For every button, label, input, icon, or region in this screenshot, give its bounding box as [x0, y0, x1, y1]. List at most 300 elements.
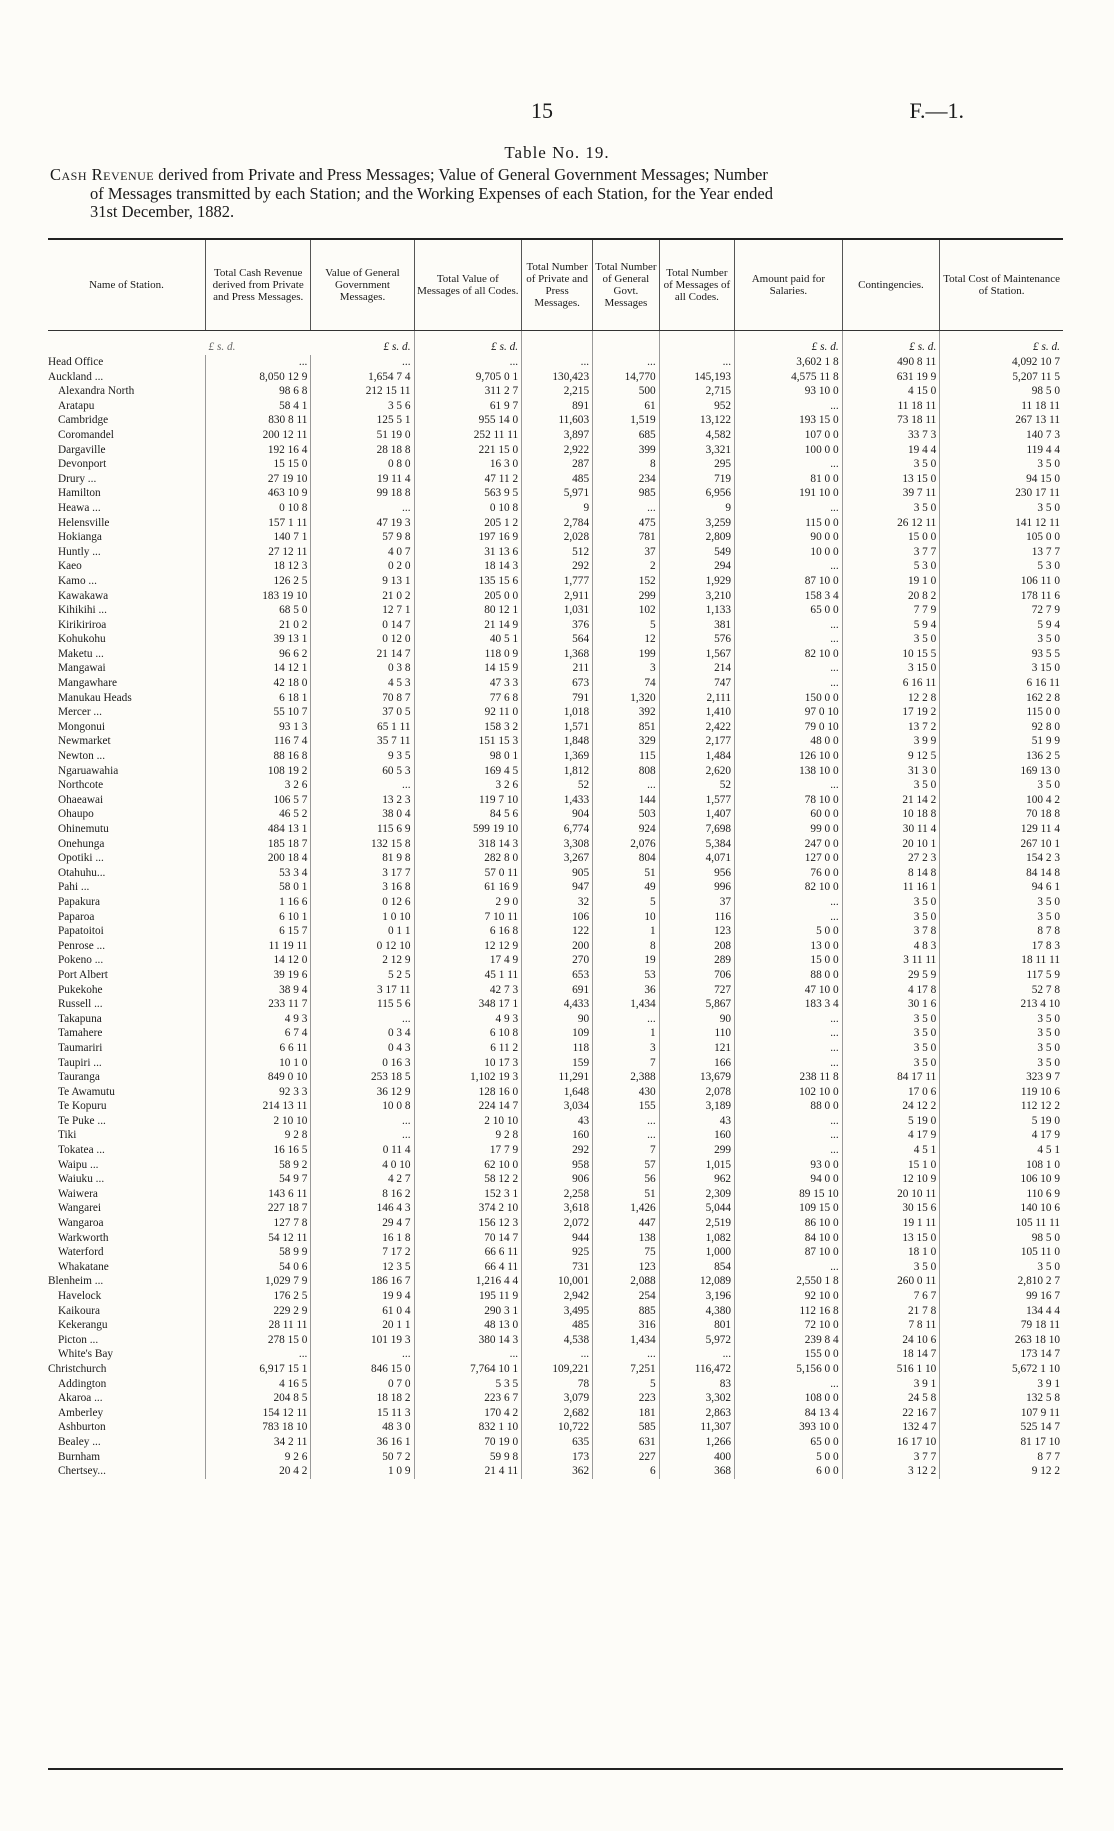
- govt-value-cell: 0 11 4: [311, 1143, 414, 1158]
- salaries-cell: ...: [735, 399, 843, 414]
- total-cost-cell: 81 17 10: [940, 1435, 1063, 1450]
- private-count-cell: 211: [522, 661, 593, 676]
- contingencies-cell: 19 4 4: [842, 443, 940, 458]
- station-name: Dargaville: [58, 443, 106, 456]
- total-value-cell: 80 12 1: [414, 603, 522, 618]
- salaries-cell: 247 0 0: [735, 837, 843, 852]
- govt-count-cell: 138: [593, 1231, 660, 1246]
- private-count-cell: 1,018: [522, 705, 593, 720]
- table-row: [48, 837, 1063, 852]
- contingencies-cell: 3 5 0: [842, 1026, 940, 1041]
- cash-revenue-cell: 183 19 10: [206, 589, 311, 604]
- govt-value-cell: 20 1 1: [311, 1318, 414, 1333]
- contingencies-cell: 29 5 9: [842, 968, 940, 983]
- total-value-cell: 563 9 5: [414, 486, 522, 501]
- salaries-cell: ...: [735, 1114, 843, 1129]
- govt-value-cell: 212 15 11: [311, 384, 414, 399]
- leader-dots: [190, 1231, 206, 1246]
- total-value-cell: 2 9 0: [414, 895, 522, 910]
- table-row: [48, 428, 1063, 443]
- govt-count-cell: 254: [593, 1289, 660, 1304]
- station-name: Kaeo: [58, 560, 82, 573]
- salaries-cell: 107 0 0: [735, 428, 843, 443]
- salaries-cell: 4,575 11 8: [735, 370, 843, 385]
- total-cost-cell: 5,672 1 10: [940, 1362, 1063, 1377]
- salaries-cell: 65 0 0: [735, 1435, 843, 1450]
- govt-count-cell: 503: [593, 807, 660, 822]
- table-row: [48, 370, 1063, 385]
- cash-revenue-cell: 6 18 1: [206, 691, 311, 706]
- leader-dots: [190, 1420, 206, 1435]
- table-row: [48, 632, 1063, 647]
- govt-value-cell: ...: [311, 1128, 414, 1143]
- all-count-cell: 123: [659, 924, 734, 939]
- total-cost-cell: 17 8 3: [940, 939, 1063, 954]
- cash-revenue-cell: 126 2 5: [206, 574, 311, 589]
- govt-count-cell: 49: [593, 880, 660, 895]
- salaries-cell: 238 11 8: [735, 1070, 843, 1085]
- all-count-cell: 3,189: [659, 1099, 734, 1114]
- private-count-cell: 904: [522, 807, 593, 822]
- govt-count-cell: 8: [593, 457, 660, 472]
- total-cost-cell: 98 5 0: [940, 384, 1063, 399]
- cash-revenue-cell: 2 10 10: [206, 1114, 311, 1129]
- govt-value-cell: 21 14 7: [311, 647, 414, 662]
- table-row: [48, 1158, 1063, 1173]
- cash-revenue-cell: 9 2 8: [206, 1128, 311, 1143]
- salaries-cell: 193 15 0: [735, 413, 843, 428]
- private-count-cell: 2,942: [522, 1289, 593, 1304]
- private-count-cell: 1,031: [522, 603, 593, 618]
- cash-revenue-cell: 28 11 11: [206, 1318, 311, 1333]
- govt-count-cell: 808: [593, 764, 660, 779]
- contingencies-cell: 4 15 0: [842, 384, 940, 399]
- all-count-cell: 2,715: [659, 384, 734, 399]
- contingencies-cell: 132 4 7: [842, 1420, 940, 1435]
- salaries-cell: ...: [735, 1056, 843, 1071]
- private-count-cell: 109: [522, 1026, 593, 1041]
- leader-dots: [190, 516, 206, 531]
- leader-dots: [190, 545, 206, 560]
- govt-count-cell: 299: [593, 589, 660, 604]
- leader-dots: [190, 691, 206, 706]
- total-value-cell: 118 0 9: [414, 647, 522, 662]
- station-name: Picton ...: [58, 1333, 99, 1346]
- total-value-cell: 45 1 11: [414, 968, 522, 983]
- govt-value-cell: 0 12 10: [311, 939, 414, 954]
- govt-count-cell: 144: [593, 793, 660, 808]
- govt-count-cell: 885: [593, 1304, 660, 1319]
- cash-revenue-cell: 54 0 6: [206, 1260, 311, 1275]
- table-row: [48, 1260, 1063, 1275]
- cash-revenue-cell: 185 18 7: [206, 837, 311, 852]
- cash-revenue-cell: 192 16 4: [206, 443, 311, 458]
- govt-count-cell: 585: [593, 1420, 660, 1435]
- salaries-cell: ...: [735, 1128, 843, 1143]
- cash-revenue-cell: 14 12 1: [206, 661, 311, 676]
- all-count-cell: 1,407: [659, 807, 734, 822]
- station-name: Wangaroa: [58, 1217, 104, 1230]
- leader-dots: [190, 355, 206, 370]
- all-count-cell: 116,472: [659, 1362, 734, 1377]
- col-contingencies: Contingencies.: [842, 239, 940, 331]
- leader-dots: [190, 1245, 206, 1260]
- contingencies-cell: 31 3 0: [842, 764, 940, 779]
- leader-dots: [190, 968, 206, 983]
- station-name: Waipu ...: [58, 1158, 99, 1171]
- caption-line1: derived from Private and Press Messages; Value of General Government Messages; Number: [154, 165, 768, 184]
- contingencies-cell: 3 5 0: [842, 1056, 940, 1071]
- table-row: [48, 1289, 1063, 1304]
- contingencies-cell: 3 9 1: [842, 1377, 940, 1392]
- cash-revenue-cell: 54 12 11: [206, 1231, 311, 1246]
- leader-dots: [190, 1377, 206, 1392]
- private-count-cell: 791: [522, 691, 593, 706]
- salaries-cell: 5 0 0: [735, 924, 843, 939]
- total-cost-cell: 105 11 0: [940, 1245, 1063, 1260]
- total-value-cell: ...: [414, 355, 522, 370]
- station-name: Kamo ...: [58, 574, 97, 587]
- govt-count-cell: 5: [593, 618, 660, 633]
- total-cost-cell: 105 11 11: [940, 1216, 1063, 1231]
- total-cost-cell: 140 7 3: [940, 428, 1063, 443]
- total-cost-cell: 3 5 0: [940, 457, 1063, 472]
- leader-dots: [190, 1143, 206, 1158]
- govt-count-cell: ...: [593, 778, 660, 793]
- contingencies-cell: 5 19 0: [842, 1114, 940, 1129]
- all-count-cell: 7,698: [659, 822, 734, 837]
- table-row: [48, 676, 1063, 691]
- private-count-cell: 10,001: [522, 1274, 593, 1289]
- cash-revenue-cell: 34 2 11: [206, 1435, 311, 1450]
- leader-dots: [190, 822, 206, 837]
- leader-dots: [190, 778, 206, 793]
- govt-value-cell: 3 17 7: [311, 866, 414, 881]
- salaries-cell: ...: [735, 501, 843, 516]
- station-name: Kekerangu: [58, 1319, 108, 1332]
- total-value-cell: 380 14 3: [414, 1333, 522, 1348]
- contingencies-cell: 12 10 9: [842, 1172, 940, 1187]
- salaries-cell: ...: [735, 618, 843, 633]
- govt-value-cell: 0 3 8: [311, 661, 414, 676]
- table-row: [48, 778, 1063, 793]
- table-row: [48, 1318, 1063, 1333]
- table-row: [48, 968, 1063, 983]
- salaries-cell: 13 0 0: [735, 939, 843, 954]
- salaries-cell: ...: [735, 1260, 843, 1275]
- salaries-cell: 48 0 0: [735, 734, 843, 749]
- leader-dots: [190, 428, 206, 443]
- contingencies-cell: 20 10 1: [842, 837, 940, 852]
- salaries-cell: 150 0 0: [735, 691, 843, 706]
- contingencies-cell: 26 12 11: [842, 516, 940, 531]
- cash-revenue-cell: 4 9 3: [206, 1012, 311, 1027]
- station-name: Warkworth: [58, 1231, 109, 1244]
- salaries-cell: 93 10 0: [735, 384, 843, 399]
- all-count-cell: 1,484: [659, 749, 734, 764]
- total-cost-cell: 5 3 0: [940, 559, 1063, 574]
- leader-dots: [190, 486, 206, 501]
- govt-value-cell: 19 9 4: [311, 1289, 414, 1304]
- all-count-cell: 43: [659, 1114, 734, 1129]
- station-name: Newton ...: [58, 750, 106, 763]
- govt-count-cell: 804: [593, 851, 660, 866]
- cash-revenue-cell: 830 8 11: [206, 413, 311, 428]
- private-count-cell: 362: [522, 1464, 593, 1479]
- salaries-cell: 102 10 0: [735, 1085, 843, 1100]
- private-count-cell: 3,618: [522, 1201, 593, 1216]
- table-row: [48, 647, 1063, 662]
- all-count-cell: 145,193: [659, 370, 734, 385]
- total-value-cell: 70 14 7: [414, 1231, 522, 1246]
- cash-revenue-cell: 58 9 2: [206, 1158, 311, 1173]
- total-cost-cell: 3 9 1: [940, 1377, 1063, 1392]
- table-header: [48, 239, 1063, 331]
- leader-dots: [190, 1114, 206, 1129]
- private-count-cell: 10,722: [522, 1420, 593, 1435]
- total-value-cell: 374 2 10: [414, 1201, 522, 1216]
- govt-count-cell: 851: [593, 720, 660, 735]
- private-count-cell: 3,495: [522, 1304, 593, 1319]
- contingencies-cell: 4 17 8: [842, 983, 940, 998]
- salaries-cell: ...: [735, 778, 843, 793]
- units-cell: [522, 331, 593, 356]
- cash-revenue-cell: 484 13 1: [206, 822, 311, 837]
- leader-dots: [190, 895, 206, 910]
- units-cell: £ s. d.: [208, 341, 236, 354]
- salaries-cell: 88 0 0: [735, 968, 843, 983]
- govt-count-cell: 447: [593, 1216, 660, 1231]
- table-row: [48, 443, 1063, 458]
- salaries-cell: ...: [735, 632, 843, 647]
- cash-revenue-cell: 6 6 11: [206, 1041, 311, 1056]
- table-title: Table No. 19.: [504, 143, 610, 162]
- all-count-cell: 576: [659, 632, 734, 647]
- cash-revenue-cell: 9 2 6: [206, 1450, 311, 1465]
- salaries-cell: 115 0 0: [735, 516, 843, 531]
- leader-dots: [190, 1099, 206, 1114]
- leader-dots: [190, 749, 206, 764]
- station-name: Mangawhare: [58, 677, 117, 690]
- total-cost-cell: 112 12 2: [940, 1099, 1063, 1114]
- col-total-cost: Total Cost of Maintenance of Station.: [940, 239, 1063, 331]
- private-count-cell: 3,897: [522, 428, 593, 443]
- govt-value-cell: 4 0 10: [311, 1158, 414, 1173]
- private-count-cell: 3,267: [522, 851, 593, 866]
- station-name: Akaroa ...: [58, 1392, 103, 1405]
- total-cost-cell: 52 7 8: [940, 983, 1063, 998]
- table-row: [48, 1143, 1063, 1158]
- station-name: Tauranga: [58, 1071, 100, 1084]
- all-count-cell: 368: [659, 1464, 734, 1479]
- all-count-cell: 4,380: [659, 1304, 734, 1319]
- cash-revenue-cell: 849 0 10: [206, 1070, 311, 1085]
- govt-count-cell: 8: [593, 939, 660, 954]
- cash-revenue-cell: 227 18 7: [206, 1201, 311, 1216]
- salaries-cell: 78 10 0: [735, 793, 843, 808]
- total-cost-cell: 94 6 1: [940, 880, 1063, 895]
- table-row: [48, 501, 1063, 516]
- total-value-cell: 48 13 0: [414, 1318, 522, 1333]
- salaries-cell: 100 0 0: [735, 443, 843, 458]
- cash-revenue-cell: 11 19 11: [206, 939, 311, 954]
- table-row: [48, 1406, 1063, 1421]
- station-name: Burnham: [58, 1450, 101, 1463]
- salaries-cell: 84 10 0: [735, 1231, 843, 1246]
- contingencies-cell: 490 8 11: [842, 355, 940, 370]
- total-cost-cell: 108 1 0: [940, 1158, 1063, 1173]
- govt-count-cell: 51: [593, 866, 660, 881]
- cash-revenue-cell: 6 7 4: [206, 1026, 311, 1041]
- station-table: [48, 238, 1063, 1479]
- salaries-cell: 65 0 0: [735, 603, 843, 618]
- contingencies-cell: 16 17 10: [842, 1435, 940, 1450]
- govt-value-cell: 146 4 3: [311, 1201, 414, 1216]
- all-count-cell: 727: [659, 983, 734, 998]
- contingencies-cell: 4 5 1: [842, 1143, 940, 1158]
- cash-revenue-cell: 46 5 2: [206, 807, 311, 822]
- contingencies-cell: 11 16 1: [842, 880, 940, 895]
- cash-revenue-cell: 21 0 2: [206, 618, 311, 633]
- private-count-cell: 4,433: [522, 997, 593, 1012]
- govt-count-cell: 2,388: [593, 1070, 660, 1085]
- contingencies-cell: 18 14 7: [842, 1347, 940, 1362]
- salaries-cell: ...: [735, 1012, 843, 1027]
- salaries-cell: 127 0 0: [735, 851, 843, 866]
- all-count-cell: 2,422: [659, 720, 734, 735]
- total-cost-cell: 525 14 7: [940, 1420, 1063, 1435]
- cash-revenue-cell: 140 7 1: [206, 530, 311, 545]
- total-cost-cell: 136 2 5: [940, 749, 1063, 764]
- station-name: Ashburton: [58, 1421, 106, 1434]
- salaries-cell: 109 15 0: [735, 1201, 843, 1216]
- total-value-cell: 40 5 1: [414, 632, 522, 647]
- private-count-cell: 2,072: [522, 1216, 593, 1231]
- total-cost-cell: 94 15 0: [940, 472, 1063, 487]
- private-count-cell: 173: [522, 1450, 593, 1465]
- leader-dots: [190, 1391, 206, 1406]
- private-count-cell: 1,368: [522, 647, 593, 662]
- leader-dots: [190, 603, 206, 618]
- govt-count-cell: 1,434: [593, 997, 660, 1012]
- all-count-cell: 747: [659, 676, 734, 691]
- all-count-cell: 2,620: [659, 764, 734, 779]
- leader-dots: [190, 939, 206, 954]
- govt-value-cell: 0 16 3: [311, 1056, 414, 1071]
- salaries-cell: 108 0 0: [735, 1391, 843, 1406]
- cash-revenue-cell: 58 4 1: [206, 399, 311, 414]
- private-count-cell: 731: [522, 1260, 593, 1275]
- station-name: Huntly ...: [58, 545, 101, 558]
- govt-value-cell: 47 19 3: [311, 516, 414, 531]
- all-count-cell: 90: [659, 1012, 734, 1027]
- cash-revenue-cell: 154 12 11: [206, 1406, 311, 1421]
- govt-value-cell: 12 7 1: [311, 603, 414, 618]
- units-cell: £ s. d.: [940, 331, 1063, 356]
- contingencies-cell: 20 10 11: [842, 1187, 940, 1202]
- total-value-cell: 318 14 3: [414, 837, 522, 852]
- total-cost-cell: 106 10 9: [940, 1172, 1063, 1187]
- cash-revenue-cell: 0 10 8: [206, 501, 311, 516]
- private-count-cell: 130,423: [522, 370, 593, 385]
- govt-count-cell: 19: [593, 953, 660, 968]
- contingencies-cell: 12 2 8: [842, 691, 940, 706]
- cash-revenue-cell: 200 12 11: [206, 428, 311, 443]
- govt-value-cell: 50 7 2: [311, 1450, 414, 1465]
- station-name: Taumariri: [58, 1041, 103, 1054]
- total-cost-cell: 263 18 10: [940, 1333, 1063, 1348]
- salaries-cell: ...: [735, 1026, 843, 1041]
- total-value-cell: 10 17 3: [414, 1056, 522, 1071]
- cash-revenue-cell: 4 16 5: [206, 1377, 311, 1392]
- table-row: [48, 1391, 1063, 1406]
- private-count-cell: 2,682: [522, 1406, 593, 1421]
- all-count-cell: ...: [659, 355, 734, 370]
- cash-revenue-cell: 54 9 7: [206, 1172, 311, 1187]
- contingencies-cell: 3 5 0: [842, 1041, 940, 1056]
- all-count-cell: 381: [659, 618, 734, 633]
- units-cell: [48, 331, 206, 356]
- total-value-cell: 151 15 3: [414, 734, 522, 749]
- table-row: [48, 399, 1063, 414]
- total-cost-cell: 3 5 0: [940, 1260, 1063, 1275]
- govt-value-cell: 253 18 5: [311, 1070, 414, 1085]
- govt-count-cell: 75: [593, 1245, 660, 1260]
- govt-count-cell: 2: [593, 559, 660, 574]
- cash-revenue-cell: 3 2 6: [206, 778, 311, 793]
- govt-value-cell: 0 8 0: [311, 457, 414, 472]
- salaries-cell: 112 16 8: [735, 1304, 843, 1319]
- govt-value-cell: 115 6 9: [311, 822, 414, 837]
- cash-revenue-cell: 53 3 4: [206, 866, 311, 881]
- govt-count-cell: 234: [593, 472, 660, 487]
- cash-revenue-cell: 58 0 1: [206, 880, 311, 895]
- table-row: [48, 734, 1063, 749]
- govt-count-cell: 227: [593, 1450, 660, 1465]
- station-name: Cambridge: [58, 414, 109, 427]
- total-cost-cell: 9 12 2: [940, 1464, 1063, 1479]
- leader-dots: [190, 705, 206, 720]
- total-value-cell: 1,102 19 3: [414, 1070, 522, 1085]
- total-cost-cell: 267 10 1: [940, 837, 1063, 852]
- govt-count-cell: 1: [593, 1026, 660, 1041]
- all-count-cell: 1,000: [659, 1245, 734, 1260]
- govt-value-cell: 5 2 5: [311, 968, 414, 983]
- station-name: Onehunga: [58, 837, 105, 850]
- all-count-cell: 3,259: [659, 516, 734, 531]
- govt-count-cell: ...: [593, 1347, 660, 1362]
- govt-count-cell: 316: [593, 1318, 660, 1333]
- table-row: [48, 822, 1063, 837]
- table-row: [48, 1201, 1063, 1216]
- station-name: Devonport: [58, 458, 107, 471]
- table-row: [48, 1056, 1063, 1071]
- total-value-cell: 61 16 9: [414, 880, 522, 895]
- salaries-cell: 10 0 0: [735, 545, 843, 560]
- govt-value-cell: 0 2 0: [311, 559, 414, 574]
- total-value-cell: 14 15 9: [414, 661, 522, 676]
- leader-dots: [190, 866, 206, 881]
- salaries-cell: 87 10 0: [735, 1245, 843, 1260]
- govt-value-cell: 4 0 7: [311, 545, 414, 560]
- station-name: Tokatea ...: [58, 1144, 105, 1157]
- col-govt-count: Total Number of General Govt. Messages: [593, 239, 660, 331]
- govt-value-cell: 99 18 8: [311, 486, 414, 501]
- private-count-cell: 43: [522, 1114, 593, 1129]
- leader-dots: [190, 1304, 206, 1319]
- salaries-cell: 82 10 0: [735, 880, 843, 895]
- govt-value-cell: ...: [311, 1012, 414, 1027]
